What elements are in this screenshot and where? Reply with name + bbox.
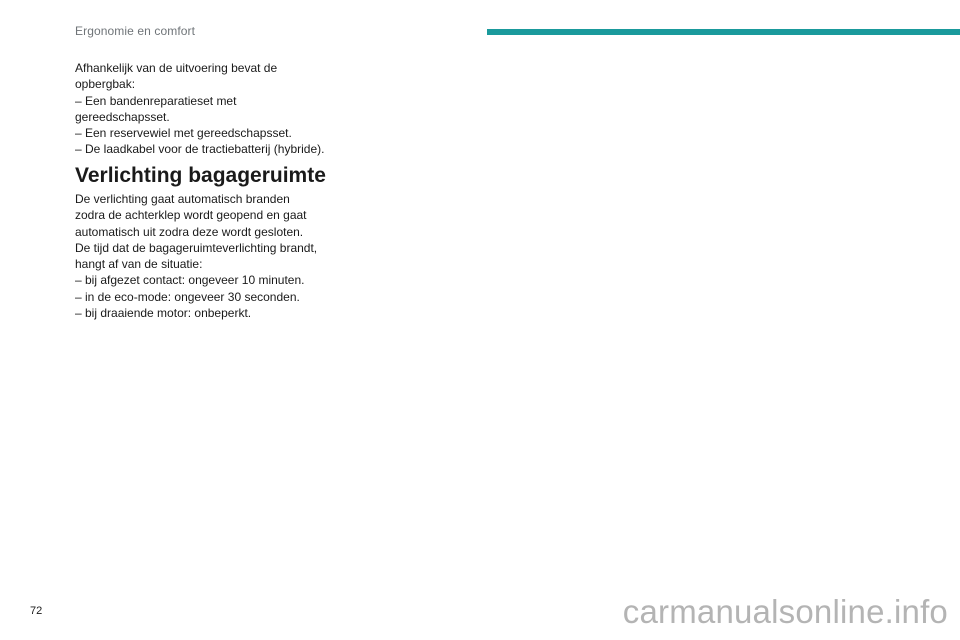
- accent-bar: [487, 29, 960, 35]
- body-list-item: – bij afgezet contact: ongeveer 10 minuten.: [75, 273, 305, 288]
- watermark: carmanualsonline.info: [622, 593, 948, 630]
- section-label: Ergonomie en comfort: [75, 24, 196, 38]
- body-line: zodra de achterklep wordt geopend en gaat: [75, 208, 307, 223]
- page-number: 72: [30, 605, 43, 617]
- body-list-item: – bij draaiende motor: onbeperkt.: [75, 306, 252, 321]
- section-body: [75, 191, 355, 321]
- intro-line: gereedschapsset.: [75, 109, 170, 124]
- intro-line: opbergbak:: [75, 77, 136, 92]
- body-list-item: – in de eco-mode: ongeveer 30 seconden.: [75, 289, 300, 304]
- intro-line: Afhankelijk van de uitvoering bevat de: [75, 61, 278, 75]
- intro-list-item: – Een bandenreparatieset met: [75, 93, 237, 108]
- body-line: De tijd dat de bagageruimteverlichting brandt,: [75, 240, 318, 255]
- intro-paragraph: [75, 60, 355, 158]
- section-heading: Verlichting bagageruimte: [75, 164, 326, 187]
- intro-list-item: – Een reservewiel met gereedschapsset.: [75, 126, 292, 141]
- body-line: automatisch uit zodra deze wordt gesloten.: [75, 224, 304, 239]
- body-line: hangt af van de situatie:: [75, 257, 203, 272]
- intro-list-item: – De laadkabel voor de tractiebatterij (hybride).: [75, 142, 325, 157]
- body-line: De verlichting gaat automatisch branden: [75, 192, 290, 206]
